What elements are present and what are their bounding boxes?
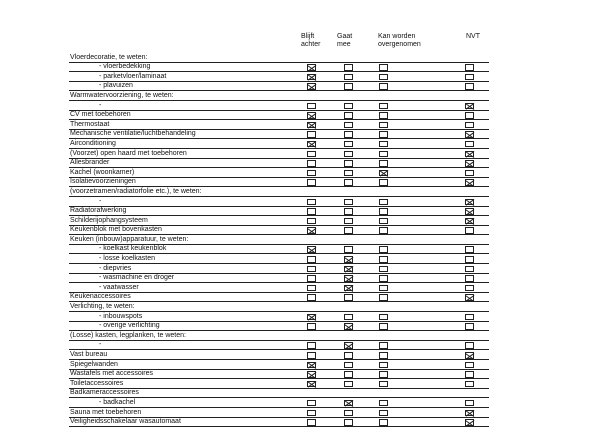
checklist-row bbox=[69, 139, 489, 149]
checkbox-kan-worden-overgenomen[interactable] bbox=[379, 112, 388, 119]
checkbox-kan-worden-overgenomen[interactable] bbox=[379, 256, 388, 263]
row-label: - plavuizen bbox=[99, 82, 133, 90]
checkbox-kan-worden-overgenomen[interactable] bbox=[379, 199, 388, 206]
header-blijft-line1: Blijft bbox=[301, 33, 315, 40]
checkbox-kan-worden-overgenomen[interactable] bbox=[379, 64, 388, 71]
checkbox-nvt[interactable] bbox=[465, 218, 474, 225]
row-label: - bbox=[99, 197, 102, 205]
checkbox-blijft-achter[interactable] bbox=[307, 74, 316, 81]
checklist-row bbox=[69, 101, 489, 111]
checkbox-kan-worden-overgenomen[interactable] bbox=[379, 294, 388, 301]
checkbox-blijft-achter[interactable] bbox=[307, 160, 316, 167]
row-label: Kachel (woonkamer) bbox=[70, 168, 135, 176]
checkbox-kan-worden-overgenomen[interactable] bbox=[379, 352, 388, 359]
checkbox-gaat-mee[interactable] bbox=[344, 122, 353, 129]
header-nvt bbox=[466, 33, 480, 41]
checkbox-nvt[interactable] bbox=[465, 160, 474, 167]
checkbox-gaat-mee[interactable] bbox=[344, 227, 353, 234]
row-label: Schilderijophangsysteem bbox=[70, 216, 148, 224]
checkbox-nvt[interactable] bbox=[465, 122, 474, 129]
checkbox-gaat-mee[interactable] bbox=[344, 352, 353, 359]
checkbox-gaat-mee[interactable] bbox=[344, 218, 353, 225]
row-label: - wasmachine en droger bbox=[99, 274, 175, 282]
checkbox-gaat-mee[interactable] bbox=[344, 314, 353, 321]
checkbox-nvt[interactable] bbox=[465, 342, 474, 349]
checkbox-gaat-mee[interactable] bbox=[344, 285, 353, 292]
checklist-row bbox=[69, 63, 489, 73]
header-blijft-achter bbox=[301, 33, 320, 49]
checkbox-kan-worden-overgenomen[interactable] bbox=[379, 285, 388, 292]
checklist-row bbox=[69, 245, 489, 255]
checkbox-kan-worden-overgenomen[interactable] bbox=[379, 371, 388, 378]
checkbox-gaat-mee[interactable] bbox=[344, 103, 353, 110]
checkbox-gaat-mee[interactable] bbox=[344, 294, 353, 301]
checkbox-kan-worden-overgenomen[interactable] bbox=[379, 400, 388, 407]
checkbox-kan-worden-overgenomen[interactable] bbox=[379, 160, 388, 167]
checkbox-kan-worden-overgenomen[interactable] bbox=[379, 208, 388, 215]
row-label: - inbouwspots bbox=[99, 312, 143, 320]
row-label: (Losse) kasten, legplanken, te weten: bbox=[70, 331, 186, 339]
checkbox-gaat-mee[interactable] bbox=[344, 64, 353, 71]
checklist-row bbox=[69, 293, 489, 303]
checkbox-nvt[interactable] bbox=[465, 74, 474, 81]
checklist-row bbox=[69, 283, 489, 293]
checkbox-nvt[interactable] bbox=[465, 141, 474, 148]
checkbox-kan-worden-overgenomen[interactable] bbox=[379, 410, 388, 417]
checkbox-nvt[interactable] bbox=[465, 131, 474, 138]
checklist-row bbox=[69, 149, 489, 159]
checklist-row bbox=[69, 408, 489, 418]
checkbox-blijft-achter[interactable] bbox=[307, 352, 316, 359]
checklist-row bbox=[69, 341, 489, 351]
checkbox-nvt[interactable] bbox=[465, 103, 474, 110]
checkbox-blijft-achter[interactable] bbox=[307, 381, 316, 388]
checkbox-kan-worden-overgenomen[interactable] bbox=[379, 381, 388, 388]
row-label: Veiligheidsschakelaar wasautomaat bbox=[70, 418, 181, 426]
checkbox-gaat-mee[interactable] bbox=[344, 342, 353, 349]
checklist-row bbox=[69, 187, 489, 197]
checkbox-gaat-mee[interactable] bbox=[344, 362, 353, 369]
checkbox-kan-worden-overgenomen[interactable] bbox=[379, 342, 388, 349]
checkbox-blijft-achter[interactable] bbox=[307, 266, 316, 273]
checkbox-blijft-achter[interactable] bbox=[307, 400, 316, 407]
checkbox-nvt[interactable] bbox=[465, 381, 474, 388]
checkbox-blijft-achter[interactable] bbox=[307, 131, 316, 138]
checkbox-nvt[interactable] bbox=[465, 170, 474, 177]
checkbox-nvt[interactable] bbox=[465, 400, 474, 407]
header-kan-line2: overgenomen bbox=[378, 41, 421, 48]
checkbox-nvt[interactable] bbox=[465, 314, 474, 321]
checkbox-gaat-mee[interactable] bbox=[344, 83, 353, 90]
checkbox-nvt[interactable] bbox=[465, 256, 474, 263]
checkbox-nvt[interactable] bbox=[465, 83, 474, 90]
checkbox-nvt[interactable] bbox=[465, 362, 474, 369]
row-label: Badkameraccessoires bbox=[70, 389, 139, 397]
checkbox-blijft-achter[interactable] bbox=[307, 151, 316, 158]
checkbox-nvt[interactable] bbox=[465, 266, 474, 273]
checkbox-nvt[interactable] bbox=[465, 246, 474, 253]
checkbox-blijft-achter[interactable] bbox=[307, 218, 316, 225]
header-nvt-line1: NVT bbox=[466, 33, 480, 40]
checklist-row bbox=[69, 178, 489, 188]
checkbox-blijft-achter[interactable] bbox=[307, 112, 316, 119]
header-gaat-line1: Gaat bbox=[337, 33, 353, 40]
checkbox-blijft-achter[interactable] bbox=[307, 122, 316, 129]
checkbox-kan-worden-overgenomen[interactable] bbox=[379, 314, 388, 321]
checkbox-blijft-achter[interactable] bbox=[307, 410, 316, 417]
checkbox-kan-worden-overgenomen[interactable] bbox=[379, 141, 388, 148]
checkbox-blijft-achter[interactable] bbox=[307, 227, 316, 234]
checkbox-blijft-achter[interactable] bbox=[307, 64, 316, 71]
row-label: Thermostaat bbox=[70, 120, 110, 128]
checkbox-kan-worden-overgenomen[interactable] bbox=[379, 218, 388, 225]
header-gaat-line2: mee bbox=[337, 41, 351, 48]
checklist-row bbox=[69, 331, 489, 341]
row-label: - bbox=[99, 101, 102, 109]
row-label: Airconditioning bbox=[70, 139, 116, 147]
row-label: - overige verlichting bbox=[99, 322, 160, 330]
row-label: Vast bureau bbox=[70, 351, 108, 358]
row-label: - diepvries bbox=[99, 264, 132, 272]
row-label: Keukenaccessoires bbox=[70, 293, 131, 301]
checklist-rows bbox=[69, 53, 489, 427]
checkbox-gaat-mee[interactable] bbox=[344, 256, 353, 263]
checklist-row bbox=[69, 360, 489, 370]
row-label: Warmwatervoorziening, te weten: bbox=[70, 91, 174, 99]
checklist-row bbox=[69, 111, 489, 121]
header-blijft-line2: achter bbox=[301, 41, 321, 48]
checkbox-kan-worden-overgenomen[interactable] bbox=[379, 131, 388, 138]
checkbox-blijft-achter[interactable] bbox=[307, 285, 316, 292]
checkbox-blijft-achter[interactable] bbox=[307, 246, 316, 253]
checkbox-blijft-achter[interactable] bbox=[307, 103, 316, 110]
header-kan-line1: Kan worden bbox=[378, 33, 416, 40]
checklist-row bbox=[69, 168, 489, 178]
checklist-row bbox=[69, 418, 489, 427]
checkbox-gaat-mee[interactable] bbox=[344, 400, 353, 407]
checkbox-gaat-mee[interactable] bbox=[344, 112, 353, 119]
checkbox-nvt[interactable] bbox=[465, 112, 474, 119]
row-label: Wastafels met accessoires bbox=[70, 370, 153, 378]
checkbox-kan-worden-overgenomen[interactable] bbox=[379, 103, 388, 110]
checkbox-gaat-mee[interactable] bbox=[344, 131, 353, 138]
checkbox-blijft-achter[interactable] bbox=[307, 179, 316, 186]
checkbox-gaat-mee[interactable] bbox=[344, 246, 353, 253]
checkbox-gaat-mee[interactable] bbox=[344, 179, 353, 186]
checklist-row bbox=[69, 207, 489, 217]
checkbox-kan-worden-overgenomen[interactable] bbox=[379, 122, 388, 129]
checklist-row bbox=[69, 72, 489, 82]
row-label: Keuken (inbouw)apparatuur, te weten: bbox=[70, 235, 189, 243]
checklist-row bbox=[69, 216, 489, 226]
checkbox-blijft-achter[interactable] bbox=[307, 208, 316, 215]
checklist-row bbox=[69, 254, 489, 264]
checkbox-blijft-achter[interactable] bbox=[307, 170, 316, 177]
checkbox-blijft-achter[interactable] bbox=[307, 371, 316, 378]
checkbox-nvt[interactable] bbox=[465, 352, 474, 359]
checkbox-nvt[interactable] bbox=[465, 323, 474, 330]
row-label: Vloerdecoratie, te weten: bbox=[70, 53, 148, 61]
header-kan-worden-overgenomen bbox=[378, 33, 421, 49]
checkbox-blijft-achter[interactable] bbox=[307, 199, 316, 206]
checkbox-blijft-achter[interactable] bbox=[307, 314, 316, 321]
checkbox-nvt[interactable] bbox=[465, 179, 474, 186]
checkbox-gaat-mee[interactable] bbox=[344, 208, 353, 215]
checkbox-blijft-achter[interactable] bbox=[307, 83, 316, 90]
checkbox-nvt[interactable] bbox=[465, 151, 474, 158]
checkbox-gaat-mee[interactable] bbox=[344, 323, 353, 330]
checkbox-nvt[interactable] bbox=[465, 64, 474, 71]
checkbox-kan-worden-overgenomen[interactable] bbox=[379, 266, 388, 273]
checkbox-blijft-achter[interactable] bbox=[307, 419, 316, 426]
checkbox-gaat-mee[interactable] bbox=[344, 151, 353, 158]
row-label: Toiletaccessoires bbox=[70, 379, 124, 387]
checkbox-blijft-achter[interactable] bbox=[307, 342, 316, 349]
checkbox-gaat-mee[interactable] bbox=[344, 371, 353, 378]
row-label: (Voorzet) open haard met toebehoren bbox=[70, 149, 187, 157]
checkbox-nvt[interactable] bbox=[465, 285, 474, 292]
checkbox-blijft-achter[interactable] bbox=[307, 275, 316, 282]
row-label: - koelkast keukenblok bbox=[99, 245, 167, 253]
checklist-row bbox=[69, 235, 489, 245]
row-label: - vloerbedekking bbox=[99, 63, 151, 71]
checklist-row bbox=[69, 379, 489, 389]
checkbox-gaat-mee[interactable] bbox=[344, 381, 353, 388]
checklist-row bbox=[69, 91, 489, 101]
checkbox-gaat-mee[interactable] bbox=[344, 141, 353, 148]
checkbox-kan-worden-overgenomen[interactable] bbox=[379, 74, 388, 81]
checkbox-nvt[interactable] bbox=[465, 208, 474, 215]
row-label: CV met toebehoren bbox=[70, 111, 131, 119]
row-label: Isolatievoorzieningen bbox=[70, 178, 136, 186]
checklist-row bbox=[69, 302, 489, 312]
checklist-row bbox=[69, 226, 489, 236]
row-label: - vaatwasser bbox=[99, 283, 139, 291]
row-label: - bbox=[99, 341, 102, 349]
checkbox-kan-worden-overgenomen[interactable] bbox=[379, 83, 388, 90]
checklist-row bbox=[69, 312, 489, 322]
checkbox-kan-worden-overgenomen[interactable] bbox=[379, 246, 388, 253]
checkbox-blijft-achter[interactable] bbox=[307, 256, 316, 263]
checkbox-nvt[interactable] bbox=[465, 419, 474, 426]
row-label: Sauna met toebehoren bbox=[70, 408, 142, 416]
checkbox-kan-worden-overgenomen[interactable] bbox=[379, 419, 388, 426]
checklist-row bbox=[69, 159, 489, 169]
checklist-row bbox=[69, 264, 489, 274]
row-label: Spiegelwanden bbox=[70, 360, 118, 368]
checkbox-nvt[interactable] bbox=[465, 275, 474, 282]
checklist-row bbox=[69, 370, 489, 380]
header-gaat-mee bbox=[337, 33, 352, 49]
row-label: Allesbrander bbox=[70, 159, 110, 167]
checklist-row bbox=[69, 322, 489, 332]
checkbox-gaat-mee[interactable] bbox=[344, 199, 353, 206]
row-label: Radiatorafwerking bbox=[70, 207, 127, 215]
row-label: - losse koelkasten bbox=[99, 255, 156, 263]
checkbox-blijft-achter[interactable] bbox=[307, 362, 316, 369]
checkbox-blijft-achter[interactable] bbox=[307, 294, 316, 301]
checklist-row bbox=[69, 82, 489, 92]
checkbox-kan-worden-overgenomen[interactable] bbox=[379, 362, 388, 369]
checkbox-gaat-mee[interactable] bbox=[344, 74, 353, 81]
row-label: Mechanische ventilatie/luchtbehandeling bbox=[70, 130, 196, 138]
checkbox-kan-worden-overgenomen[interactable] bbox=[379, 170, 388, 177]
checkbox-kan-worden-overgenomen[interactable] bbox=[379, 323, 388, 330]
checklist-row bbox=[69, 130, 489, 140]
checkbox-nvt[interactable] bbox=[465, 199, 474, 206]
checklist-row bbox=[69, 120, 489, 130]
checkbox-blijft-achter[interactable] bbox=[307, 323, 316, 330]
checkbox-kan-worden-overgenomen[interactable] bbox=[379, 151, 388, 158]
checkbox-gaat-mee[interactable] bbox=[344, 160, 353, 167]
checkbox-kan-worden-overgenomen[interactable] bbox=[379, 227, 388, 234]
row-label: - badkachel bbox=[99, 398, 136, 406]
checklist-row bbox=[69, 389, 489, 399]
checkbox-gaat-mee[interactable] bbox=[344, 410, 353, 417]
checklist-row bbox=[69, 274, 489, 284]
row-label: Keukenblok met bovenkasten bbox=[70, 226, 162, 234]
checkbox-nvt[interactable] bbox=[465, 410, 474, 417]
checkbox-gaat-mee[interactable] bbox=[344, 170, 353, 177]
checkbox-gaat-mee[interactable] bbox=[344, 419, 353, 426]
checkbox-nvt[interactable] bbox=[465, 227, 474, 234]
checkbox-blijft-achter[interactable] bbox=[307, 141, 316, 148]
row-label: (voorzetramen/radiatorfolie etc.), te weten: bbox=[70, 187, 202, 195]
checklist-row bbox=[69, 350, 489, 360]
checkbox-nvt[interactable] bbox=[465, 371, 474, 378]
checkbox-kan-worden-overgenomen[interactable] bbox=[379, 275, 388, 282]
row-label: Verlichting, te weten: bbox=[70, 303, 135, 311]
checklist-row bbox=[69, 197, 489, 207]
checkbox-gaat-mee[interactable] bbox=[344, 275, 353, 282]
row-label: - parketvloer/laminaat bbox=[99, 72, 167, 80]
checkbox-kan-worden-overgenomen[interactable] bbox=[379, 179, 388, 186]
checkbox-gaat-mee[interactable] bbox=[344, 266, 353, 273]
checkbox-nvt[interactable] bbox=[465, 294, 474, 301]
checklist-row bbox=[69, 53, 489, 63]
